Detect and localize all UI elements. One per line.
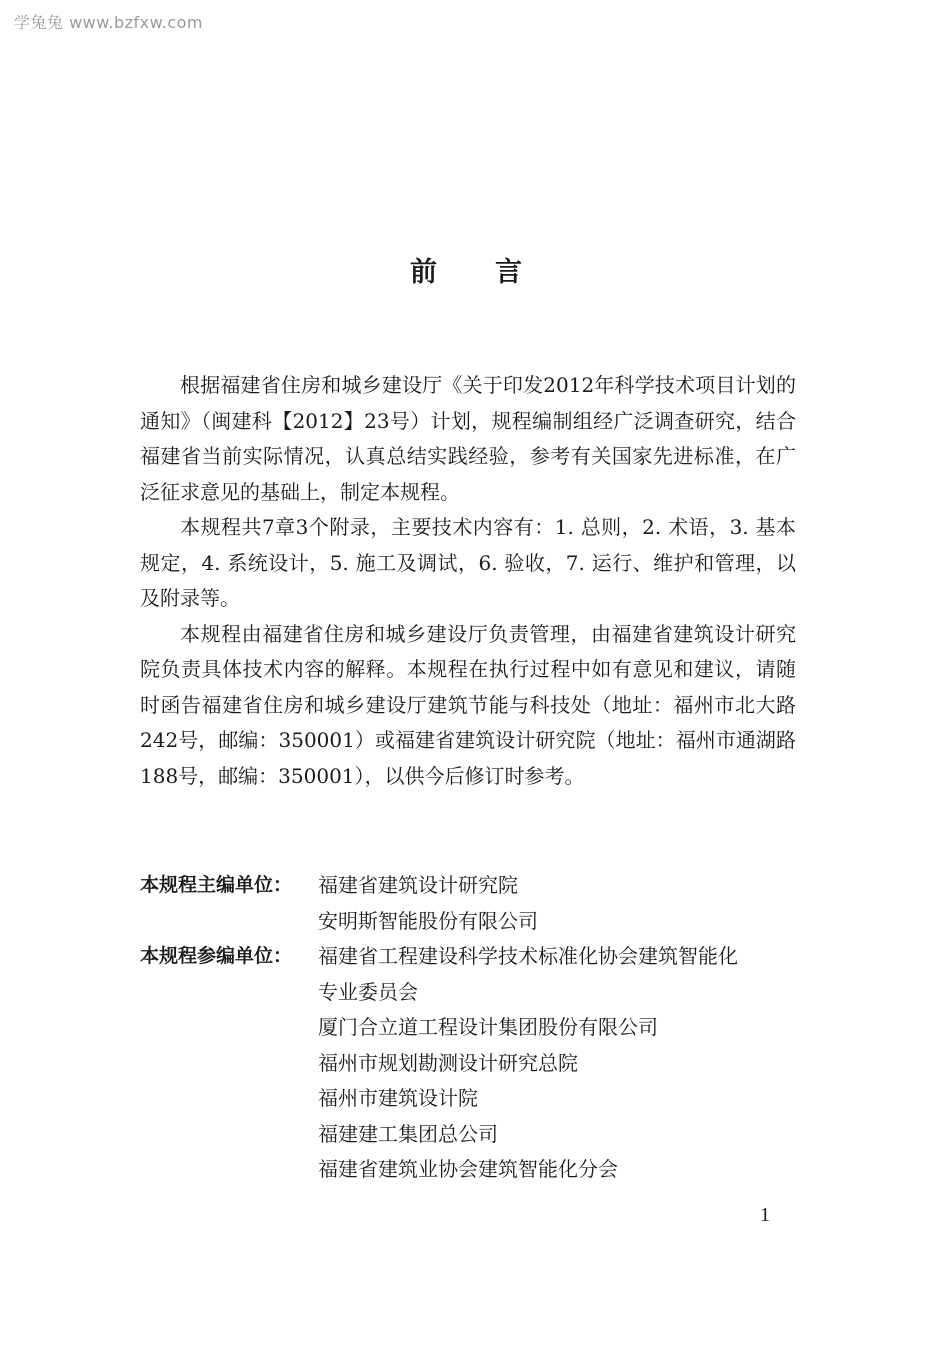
participating-unit-item: 福建省建筑业协会建筑智能化分会	[318, 1157, 618, 1181]
chief-units-list	[318, 868, 820, 939]
participating-unit-item: 福建建工集团总公司	[318, 1121, 498, 1146]
paragraph-3: 本规程由福建省住房和城乡建设厅负责管理，由福建省建筑设计研究院负责具体技术内容的解释。本规程在执行过程中如有意见和建议，请随时函告福建省住房和城乡建设厅建筑节能与科技处（地址：福州市北大路242号，邮编：350001）或福建省建筑设计研究院（地址：福州市通湖路188号，邮编：350001），以供今后修订时参考。	[140, 621, 796, 788]
participating-units-label: 本规程参编单位：	[140, 945, 293, 967]
participating-unit-item: 福州市建筑设计院	[318, 1086, 478, 1110]
watermark: 学兔兔 www.bzfxw.com	[14, 13, 203, 32]
participating-unit-item: 福建省工程建设科学技术标准化协会建筑智能化	[318, 944, 738, 968]
participating-unit-item: 专业委员会	[318, 979, 418, 1004]
chief-units	[140, 868, 820, 939]
units-section	[140, 868, 820, 1188]
participating-unit-item: 福州市规划勘测设计研究总院	[318, 1050, 578, 1075]
chief-unit-item: 安明斯智能股份有限公司	[318, 908, 538, 933]
chief-units-label: 本规程主编单位：	[140, 874, 293, 896]
page-number: 1	[760, 1204, 770, 1226]
paragraph-1: 根据福建省住房和城乡建设厅《关于印发2012年科学技术项目计划的通知》（闽建科【2012】23号）计划，规程编制组经广泛调查研究，结合福建省当前实际情况，认真总结实践经验，参考有关国家先进标准，在广泛征求意见的基础上，制定本规程。	[140, 373, 796, 504]
participating-unit-item: 厦门合立道工程设计集团股份有限公司	[318, 1015, 658, 1039]
page-title: 前言	[410, 257, 580, 288]
paragraph-2: 本规程共7章3个附录，主要技术内容有：1. 总则，2. 术语，3. 基本规定，4. 系统设计，5. 施工及调试，6. 验收，7. 运行、维护和管理，以及附录等。	[140, 515, 796, 610]
participating-units-list	[318, 939, 820, 1188]
preface-body	[140, 368, 796, 794]
chief-unit-item: 福建省建筑设计研究院	[318, 873, 518, 897]
participating-units	[140, 939, 820, 1188]
